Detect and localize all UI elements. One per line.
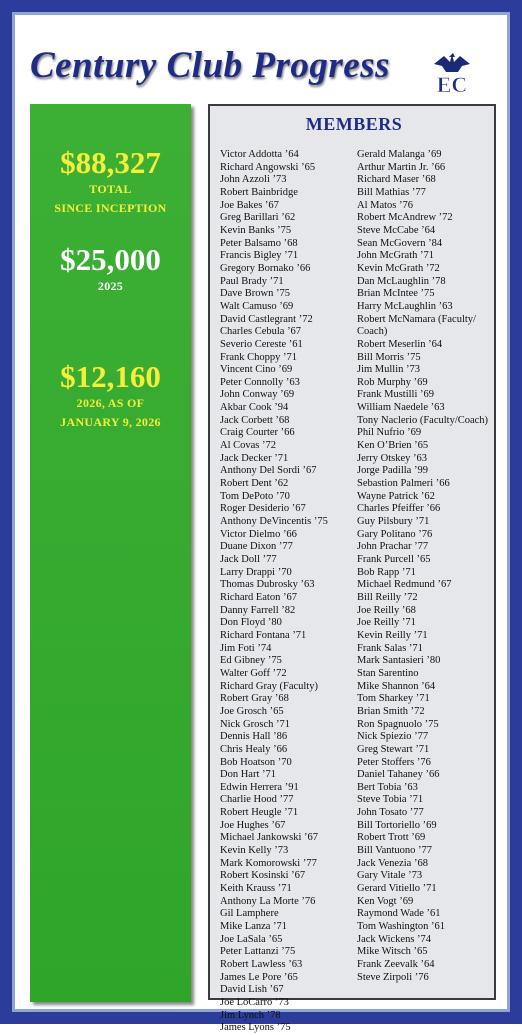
- member-name: Victor Dielmo ’66: [220, 528, 297, 540]
- member-name: James Le Pore ’65: [220, 971, 298, 983]
- member-name: Robert Bainbridge: [220, 186, 298, 198]
- member-name: David Castlegrant ’72: [220, 313, 313, 325]
- member-name: Ed Gibney ’75: [220, 655, 282, 667]
- member-name: Frank Mustilli ’69: [357, 389, 435, 401]
- member-name: Sean McGovern ’84: [357, 237, 443, 249]
- member-name: Walt Camuso ’69: [220, 300, 294, 312]
- member-name: Richard Eaton ’67: [220, 591, 297, 603]
- member-name: Kevin Kelly ’73: [220, 845, 289, 857]
- member-name: Brian McIntee ’75: [357, 288, 435, 300]
- member-name: Bill Mathias ’77: [357, 186, 426, 198]
- member-name: Robert Lawless ’63: [220, 959, 303, 970]
- member-name: Joe Reilly ’71: [357, 617, 416, 629]
- member-name: Duane Dixon ’77: [220, 541, 293, 553]
- member-name: Charles Pfeiffer ’66: [357, 503, 441, 515]
- member-name: Danny Farrell ’82: [220, 604, 296, 616]
- member-name: Tom Sharkey ’71: [357, 693, 430, 705]
- stat-amount: $88,327: [60, 145, 161, 180]
- member-name: Jim Lynch ’78: [220, 1009, 281, 1021]
- member-name: Peter Balsamo ’68: [220, 237, 298, 249]
- member-name: Dennis Hall ’86: [220, 731, 288, 743]
- member-name: John Azzoli ’73: [220, 174, 287, 186]
- member-name: Joe LaSala ’65: [220, 933, 283, 945]
- member-name: Gary Politano ’76: [357, 528, 433, 540]
- member-name: John Tosato ’77: [357, 807, 424, 819]
- member-name: Victor Addotta ’64: [220, 149, 299, 160]
- members-panel: [208, 104, 496, 1034]
- member-name: Mike Witsch ’65: [357, 946, 428, 958]
- member-name: Roger Desiderio ’67: [220, 503, 306, 515]
- member-name: Anthony La Morte ’76: [220, 895, 316, 907]
- member-name: Bill Tortoriello ’69: [357, 819, 437, 831]
- member-name: Anthony Del Sordi ’67: [220, 465, 317, 477]
- member-name: Robert Meserlin ’64: [357, 338, 443, 350]
- member-name: Daniel Tahaney ’66: [357, 769, 440, 781]
- member-name: Ken Vogt ’69: [357, 895, 414, 907]
- member-name: Bob Hoatson ’70: [220, 756, 292, 768]
- member-name: Al Matos ’76: [357, 199, 413, 211]
- member-name: Robert Kosinski ’67: [220, 870, 306, 882]
- member-name: Jerry Otskey ’63: [357, 452, 427, 464]
- member-name: Joe Hughes ’67: [220, 819, 286, 831]
- member-name: John Prachar ’77: [357, 541, 429, 553]
- stat-total: [30, 146, 191, 218]
- member-name: Paul Brady ’71: [220, 275, 284, 287]
- member-name: Guy Pilsbury ’71: [357, 516, 430, 528]
- stat-2025: [30, 243, 191, 296]
- stat-caption: 2026, AS OF: [76, 396, 145, 410]
- member-name: William Naedele ’63: [357, 402, 445, 414]
- member-name: Chris Healy ’66: [220, 743, 288, 755]
- member-name: Craig Courter ’66: [220, 427, 295, 439]
- member-name: Mike Shannon ’64: [357, 680, 436, 692]
- member-name: Severio Cereste ’61: [220, 338, 303, 350]
- member-name: Larry Drappi ’70: [220, 566, 292, 578]
- logo-text: EC: [436, 72, 468, 97]
- stat-caption: JANUARY 9, 2026: [60, 415, 161, 429]
- member-name: Nick Spiezio ’77: [357, 731, 429, 743]
- member-name: Bob Rapp ’71: [357, 566, 416, 578]
- member-name: Francis Bigley ’71: [220, 250, 299, 262]
- member-name: Anthony DeVincentis ’75: [220, 516, 328, 528]
- member-name: Kevin Banks ’75: [220, 224, 292, 236]
- member-name: Robert McNamara (Faculty/: [357, 313, 476, 325]
- member-name: Akbar Cook ’94: [220, 402, 289, 414]
- member-name: Peter Stoffers ’76: [357, 756, 431, 768]
- member-name: Thomas Dubrosky ’63: [220, 579, 315, 591]
- member-name: Robert Trott ’69: [357, 832, 426, 844]
- member-name: Mark Komorowski ’77: [220, 857, 317, 869]
- member-name: Frank Salas ’71: [357, 642, 423, 654]
- member-name: Charles Cebula ’67: [220, 326, 302, 338]
- member-name: Tony Naclerio (Faculty/Coach): [357, 414, 489, 426]
- member-name: Mike Lanza ’71: [220, 921, 288, 933]
- member-name: Jorge Padilla ’99: [357, 465, 428, 477]
- member-name: Peter Connolly ’63: [220, 376, 300, 388]
- member-name: Greg Stewart ’71: [357, 743, 430, 755]
- member-name: John Conway ’69: [220, 389, 295, 401]
- stat-amount: $25,000: [60, 242, 161, 277]
- member-name: Tom DePoto ’70: [220, 490, 290, 502]
- member-name: Joe LoCarro ’73: [220, 996, 289, 1008]
- member-name: Michael Jankowski ’67: [220, 832, 318, 844]
- member-name: Steve Zirpoli ’76: [357, 971, 429, 983]
- stat-2026: [30, 360, 191, 432]
- member-name: Gregory Bornako ’66: [220, 262, 311, 274]
- member-name: Don Hart ’71: [220, 769, 276, 781]
- member-name: Arthur Martin Jr. ’66: [357, 161, 446, 173]
- member-name: Richard Maser ’68: [357, 174, 436, 186]
- member-name: Nick Grosch ’71: [220, 718, 290, 730]
- member-name: Richard Fontana ’71: [220, 629, 307, 641]
- member-name: Don Floyd ’80: [220, 617, 282, 629]
- member-name: Frank Zeevalk ’64: [357, 959, 435, 970]
- member-name: Joe Reilly ’68: [357, 604, 416, 616]
- member-name: Joe Grosch ’65: [220, 705, 284, 717]
- member-name: Gerald Malanga ’69: [357, 149, 442, 160]
- eagle-logo-icon: [430, 50, 474, 100]
- member-name: Jack Wickens ’74: [357, 933, 432, 945]
- member-name: Frank Purcell ’65: [357, 554, 431, 565]
- member-name: Robert McAndrew ’72: [357, 212, 453, 224]
- member-name: Gerard Vitiello ’71: [357, 883, 437, 895]
- member-name: Dan McLaughlin ’78: [357, 275, 446, 287]
- member-name: Jack Decker ’71: [220, 452, 289, 464]
- member-name: Mark Santasieri ’80: [357, 655, 441, 667]
- member-name: Bert Tobia ’63: [357, 781, 418, 793]
- member-name: Greg Barillari ’62: [220, 212, 296, 224]
- member-name: Gil Lamphere: [220, 908, 279, 920]
- member-name: Steve McCabe ’64: [357, 224, 436, 236]
- member-name: Vincent Cino ’69: [220, 364, 293, 376]
- member-name: Bill Morris ’75: [357, 351, 421, 363]
- member-name: Walter Goff ’72: [220, 667, 287, 679]
- stat-caption: SINCE INCEPTION: [54, 201, 167, 215]
- member-name: Frank Choppy ’71: [220, 351, 297, 363]
- member-name: Rob Murphy ’69: [357, 376, 428, 388]
- member-name: Michael Redmund ’67: [357, 579, 452, 591]
- member-name: Kevin McGrath ’72: [357, 262, 440, 274]
- member-name: Robert Dent ’62: [220, 478, 289, 490]
- member-name: James Lyons ’75: [220, 1022, 291, 1034]
- member-name: Bill Vantuono ’77: [357, 845, 433, 857]
- stat-caption: TOTAL: [89, 182, 132, 196]
- member-name: Wayne Patrick ’62: [357, 490, 435, 502]
- member-name: Richard Angowski ’65: [220, 161, 316, 173]
- members-column-1: [220, 149, 355, 1035]
- stats-panel: [30, 104, 191, 1002]
- page-title: Century Club Progress: [30, 45, 391, 86]
- member-name: Jack Doll ’77: [220, 554, 277, 565]
- member-name: Charlie Hood ’77: [220, 794, 294, 806]
- member-name: Peter Lattanzi ’75: [220, 946, 296, 958]
- stat-caption: 2025: [97, 279, 124, 293]
- member-name: Stan Sarentino: [357, 667, 419, 679]
- stat-amount: $12,160: [60, 359, 161, 394]
- member-name: Dave Brown ’75: [220, 288, 290, 300]
- member-name: Richard Gray (Faculty): [220, 680, 318, 692]
- member-name: Jack Corbett ’68: [220, 414, 290, 426]
- member-name: Raymond Wade ’61: [357, 908, 441, 920]
- member-name: Robert Heugle ’71: [220, 807, 299, 819]
- member-name: Al Covas ’72: [220, 440, 276, 452]
- member-name: Jim Foti ’74: [220, 642, 272, 654]
- member-name: Ron Spagnuolo ’75: [357, 718, 439, 730]
- member-name: Jack Venezia ’68: [357, 857, 428, 869]
- member-name: Gary Vitale ’73: [357, 870, 423, 882]
- member-name: Kevin Reilly ’71: [357, 629, 428, 641]
- member-name: Brian Smith ’72: [357, 705, 425, 717]
- member-name: Robert Gray ’68: [220, 693, 289, 705]
- member-name: Coach): [357, 326, 388, 338]
- members-heading: MEMBERS: [305, 114, 403, 134]
- member-name: Tom Washington ’61: [357, 921, 446, 933]
- member-name: Ken O’Brien ’65: [357, 440, 429, 452]
- member-name: Phil Nufrio ’69: [357, 427, 422, 439]
- member-name: Bill Reilly ’72: [357, 591, 418, 603]
- members-column-2: [357, 149, 495, 984]
- member-name: Steve Tobia ’71: [357, 794, 424, 806]
- member-name: Jim Mullin ’73: [357, 364, 421, 376]
- member-name: Harry McLaughlin ’63: [357, 300, 453, 312]
- member-name: David Lish ’67: [220, 984, 284, 996]
- member-name: Sebastion Palmeri ’66: [357, 478, 450, 490]
- member-name: Edwin Herrera ’91: [220, 781, 299, 793]
- member-name: John McGrath ’71: [357, 250, 434, 262]
- member-name: Keith Krauss ’71: [220, 883, 292, 895]
- member-name: Joe Bakes ’67: [220, 199, 279, 211]
